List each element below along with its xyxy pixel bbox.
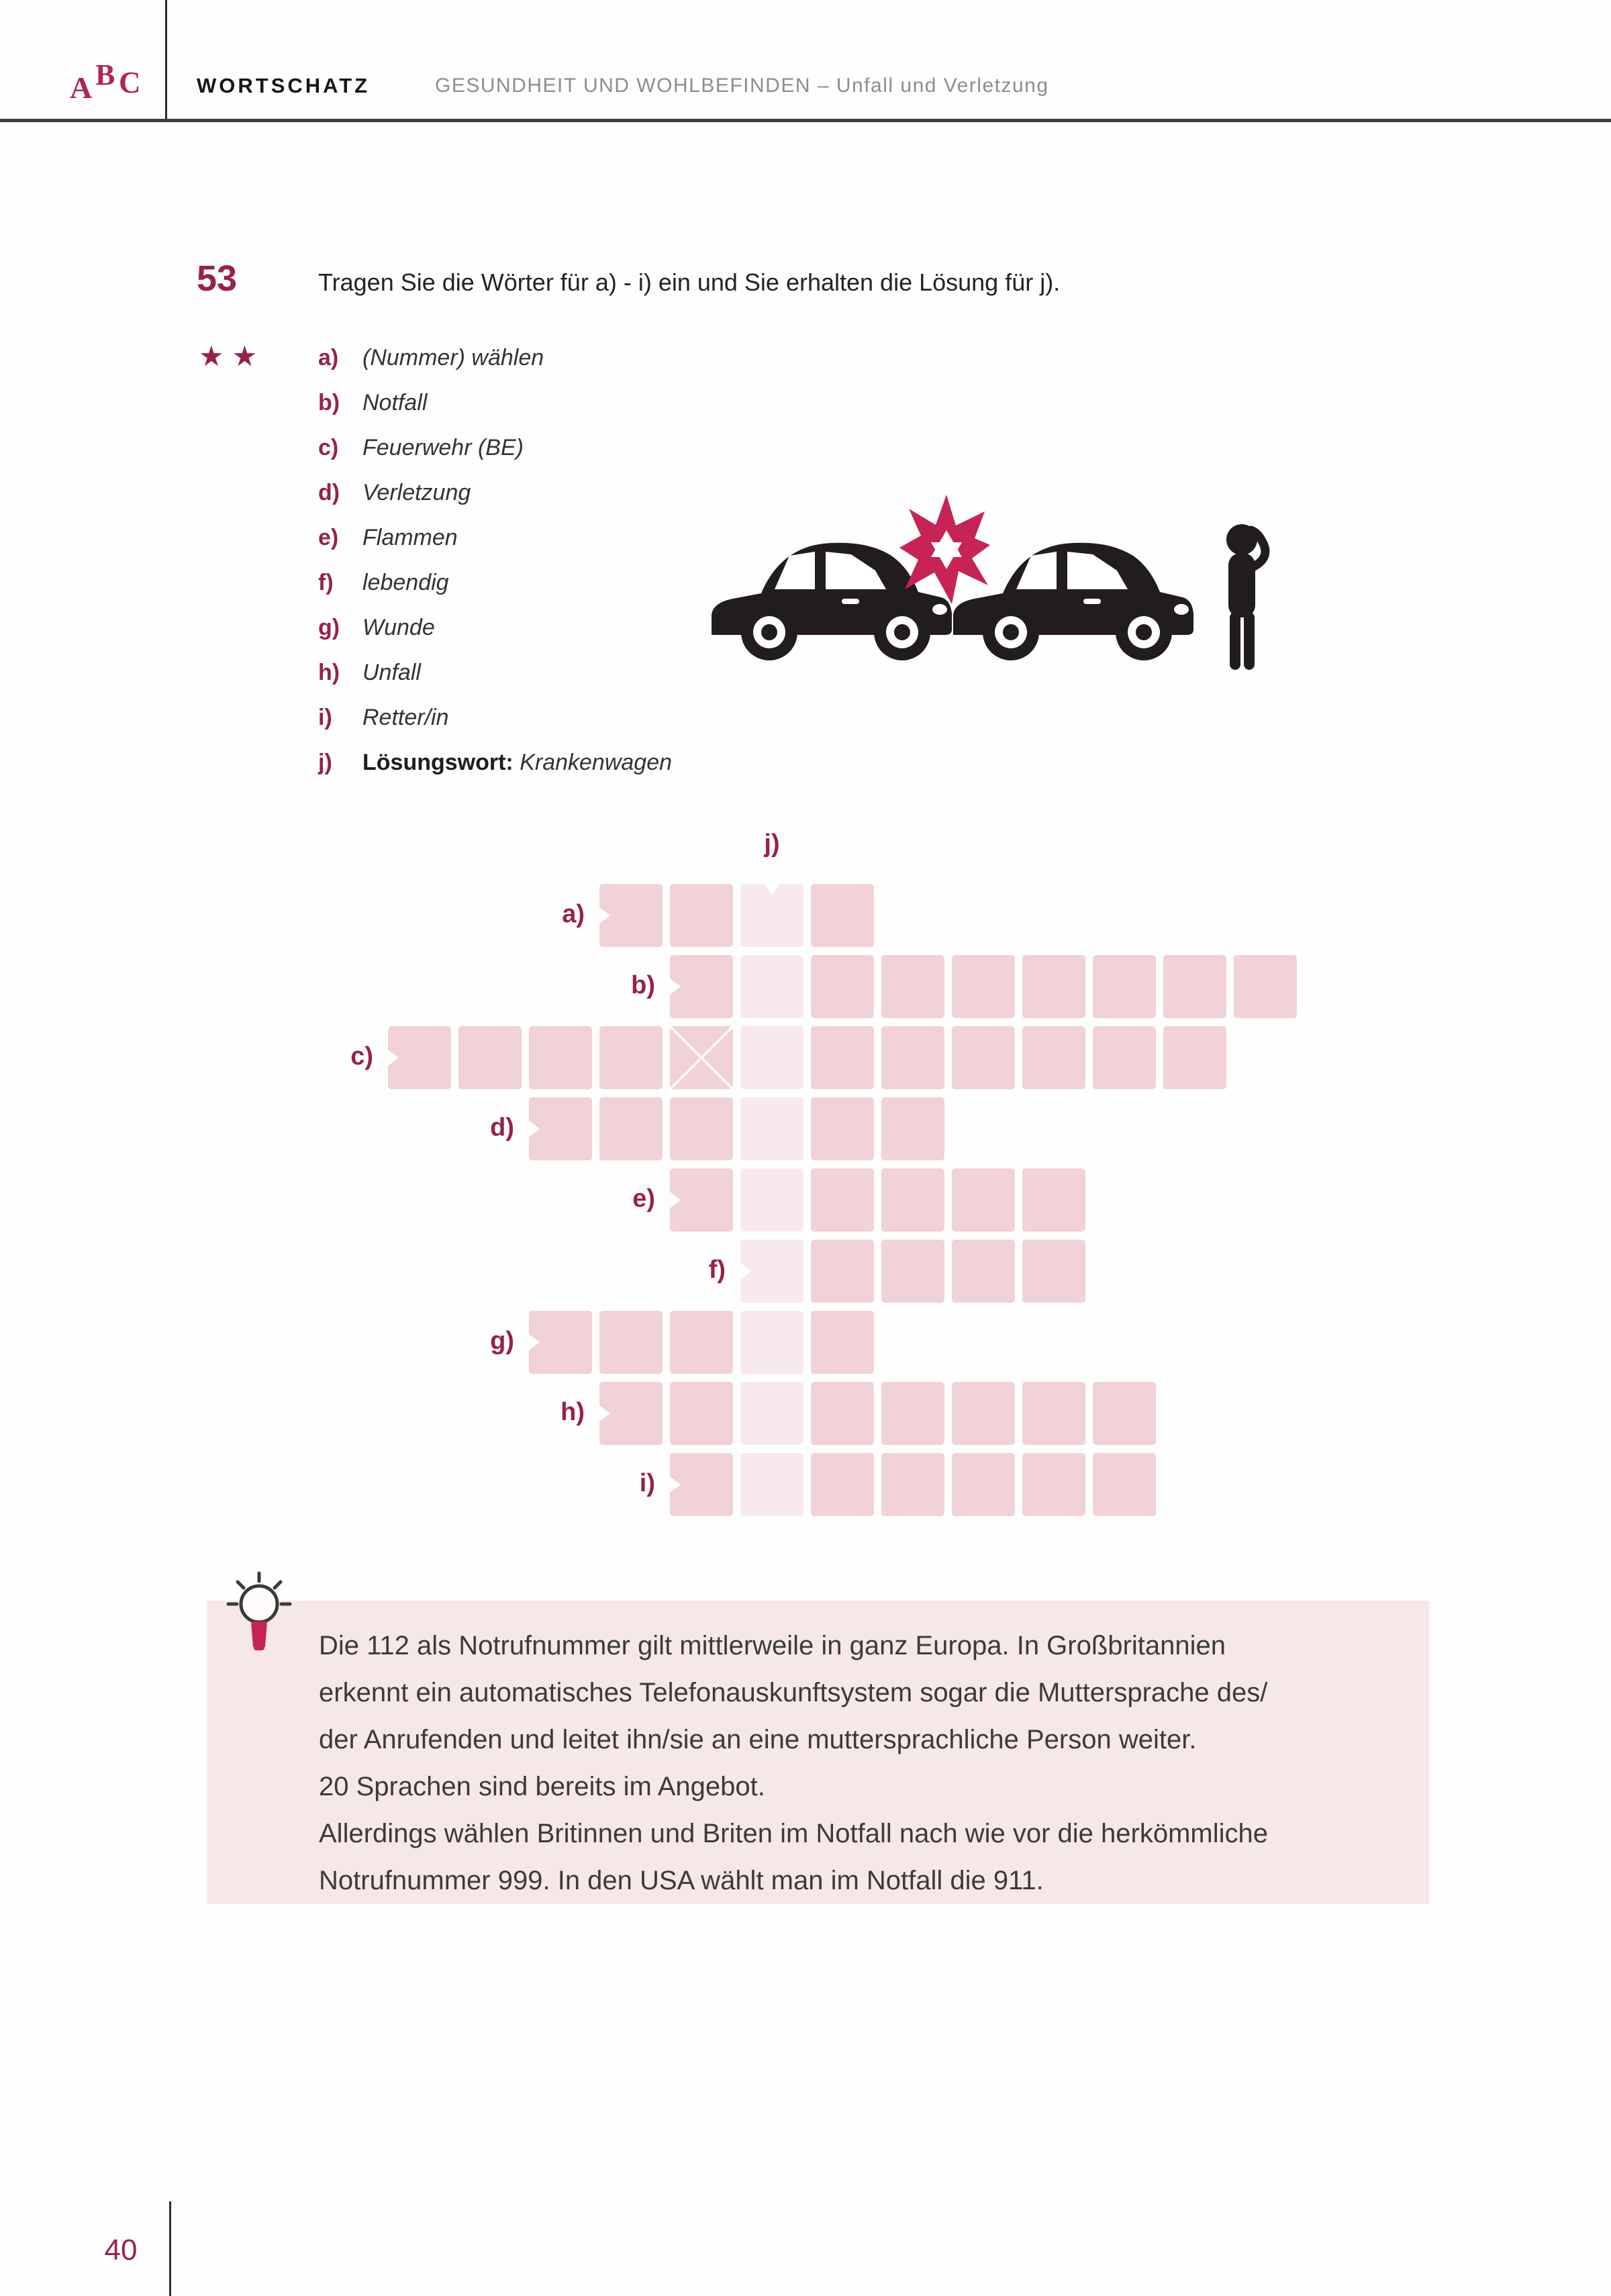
- crossword-cell[interactable]: [388, 1026, 451, 1089]
- crossword-cell[interactable]: [1163, 955, 1226, 1018]
- clue-item: [318, 660, 421, 693]
- clue-item: [318, 480, 471, 513]
- topic-title: GESUNDHEIT UND WOHLBEFINDEN – Unfall und Verletzung: [435, 74, 1049, 97]
- clue-item: [318, 390, 427, 423]
- clue-prefix: Lösungswort:: [362, 750, 520, 775]
- crossword-cell[interactable]: [1022, 1453, 1085, 1516]
- clue-label: b): [318, 390, 340, 415]
- crossword-cell[interactable]: [811, 884, 874, 947]
- crossword-cell[interactable]: [881, 1240, 944, 1303]
- crossword-cell[interactable]: [811, 1168, 874, 1232]
- tip-line: Notrufnummer 999. In den USA wählt man im Notfall die 911.: [319, 1866, 1044, 1895]
- crossword-cell[interactable]: [529, 1311, 592, 1374]
- row-start-arrow-icon: [529, 1121, 540, 1137]
- clue-label: g): [318, 615, 340, 640]
- clue-label: h): [318, 660, 340, 685]
- crossword-cell[interactable]: [811, 1097, 874, 1160]
- section-title: WORTSCHATZ: [197, 74, 371, 97]
- row-start-arrow-icon: [670, 1477, 681, 1493]
- clue-text: Unfall: [362, 660, 421, 685]
- clue-label: j): [318, 750, 332, 775]
- clue-label: a): [318, 345, 339, 370]
- crossword-cell[interactable]: [811, 1026, 874, 1089]
- crossword-cell[interactable]: [599, 1311, 663, 1374]
- row-start-arrow-icon: [529, 1334, 540, 1350]
- clue-label: i): [318, 705, 332, 730]
- difficulty-stars-icon: ★★: [199, 340, 266, 372]
- crossword-cell[interactable]: [881, 1026, 944, 1089]
- crossword-cell[interactable]: [1022, 1240, 1085, 1303]
- car-icon: [953, 543, 1193, 660]
- abc-logo-letter: C: [119, 66, 141, 99]
- crossword-cell[interactable]: [1022, 1026, 1085, 1089]
- clue-item: [318, 750, 672, 783]
- clue-text: Wunde: [362, 615, 435, 640]
- crossword-cell[interactable]: [1234, 955, 1297, 1018]
- clue-text: Feuerwehr (BE): [362, 435, 524, 460]
- crossword-row-label: c): [350, 1042, 373, 1070]
- crossword-cell[interactable]: [458, 1026, 522, 1089]
- clue-text: Verletzung: [362, 480, 471, 505]
- row-start-arrow-icon: [740, 1263, 751, 1279]
- clue-label: f): [318, 570, 334, 595]
- crossword-row-label: e): [632, 1185, 655, 1213]
- abc-logo-letter: B: [95, 58, 115, 91]
- header-rule: [0, 119, 1611, 122]
- clue-label: e): [318, 525, 339, 550]
- crossword-cell[interactable]: [740, 955, 803, 1018]
- crossword-cell[interactable]: [952, 1168, 1015, 1232]
- clue-item: [318, 705, 449, 738]
- crossword-cell[interactable]: [740, 1311, 803, 1374]
- car-crash-illustration: [685, 483, 1329, 698]
- crossword-cell[interactable]: [670, 1168, 733, 1232]
- crossword-cell[interactable]: [881, 1453, 944, 1516]
- footer-divider-line: [169, 2201, 171, 2296]
- crossword-cell[interactable]: [1022, 1168, 1085, 1232]
- crossword-cell[interactable]: [670, 884, 733, 947]
- crossword-solution-label: j): [764, 830, 780, 858]
- crossword-cell[interactable]: [952, 1382, 1015, 1445]
- crossword-cell[interactable]: [670, 955, 733, 1018]
- crossword-row-label: i): [639, 1469, 655, 1497]
- crossword-cell[interactable]: [740, 884, 803, 947]
- row-start-arrow-icon: [388, 1050, 399, 1066]
- crossword-cell[interactable]: [670, 1311, 733, 1374]
- tip-line: 20 Sprachen sind bereits im Angebot.: [319, 1772, 765, 1801]
- crossword-cell[interactable]: [599, 1097, 663, 1160]
- crossword-cell[interactable]: [740, 1168, 803, 1232]
- crossword-blocked-cell: [670, 1026, 733, 1089]
- crossword-cell[interactable]: [740, 1240, 803, 1303]
- crossword-cell[interactable]: [740, 1026, 803, 1089]
- crossword-row-label: b): [631, 971, 655, 999]
- header-divider-line: [165, 0, 167, 119]
- crossword-cell[interactable]: [599, 884, 663, 947]
- crossword-cell[interactable]: [740, 1453, 803, 1516]
- crossword-row-label: g): [490, 1327, 514, 1355]
- crossword-cell[interactable]: [1093, 955, 1156, 1018]
- crossword-row-label: a): [562, 900, 585, 928]
- crossword-cell[interactable]: [881, 1168, 944, 1232]
- row-start-arrow-icon: [599, 1405, 610, 1421]
- clue-item: [318, 435, 524, 468]
- crossword-cell[interactable]: [670, 1097, 733, 1160]
- crossword-cell[interactable]: [1093, 1026, 1156, 1089]
- crossword-cell[interactable]: [811, 1240, 874, 1303]
- crossword-cell[interactable]: [811, 1311, 874, 1374]
- clue-text: (Nummer) wählen: [362, 345, 544, 370]
- clue-text: Krankenwagen: [520, 750, 673, 775]
- crossword-cell[interactable]: [811, 955, 874, 1018]
- exercise-title: Tragen Sie die Wörter für a) - i) ein und Sie erhalten die Lösung für j).: [318, 268, 1061, 296]
- tip-line: erkennt ein automatisches Telefonauskunftsystem sogar die Muttersprache des/: [319, 1678, 1268, 1707]
- clue-item: [318, 345, 544, 379]
- crossword-row-label: f): [708, 1256, 726, 1284]
- tip-line: Die 112 als Notrufnummer gilt mittlerweile in ganz Europa. In Großbritannien: [319, 1631, 1226, 1660]
- crossword-cell[interactable]: [1022, 1382, 1085, 1445]
- crossword-cell[interactable]: [811, 1453, 874, 1516]
- tip-line: der Anrufenden und leitet ihn/sie an eine muttersprachliche Person weiter.: [319, 1725, 1197, 1754]
- crossword-cell[interactable]: [952, 955, 1015, 1018]
- clue-text: Flammen: [362, 525, 458, 550]
- row-start-arrow-icon: [599, 907, 610, 924]
- crossword-cell[interactable]: [881, 955, 944, 1018]
- crossword-cell[interactable]: [811, 1382, 874, 1445]
- crossword-cell[interactable]: [670, 1382, 733, 1445]
- crossword-cell[interactable]: [1093, 1453, 1156, 1516]
- tip-line: Allerdings wählen Britinnen und Briten im Notfall nach wie vor die herkömmliche: [319, 1819, 1269, 1848]
- crossword-cell[interactable]: [952, 1453, 1015, 1516]
- crossword-cell[interactable]: [1093, 1382, 1156, 1445]
- clue-label: c): [318, 435, 339, 460]
- clue-item: [318, 615, 435, 648]
- clue-item: [318, 525, 458, 558]
- crossword-row-label: h): [560, 1398, 585, 1426]
- crossword-cell[interactable]: [740, 1382, 803, 1445]
- exercise-number: 53: [197, 258, 238, 299]
- crossword-cell[interactable]: [881, 1097, 944, 1160]
- crossword-cell[interactable]: [529, 1026, 592, 1089]
- crossword-cell[interactable]: [952, 1240, 1015, 1303]
- crossword-cell[interactable]: [529, 1097, 592, 1160]
- crossword-cell[interactable]: [599, 1026, 663, 1089]
- row-start-arrow-icon: [670, 979, 681, 995]
- clue-text: lebendig: [362, 570, 449, 595]
- row-start-arrow-icon: [670, 1192, 681, 1208]
- lightbulb-icon: [224, 1565, 298, 1659]
- solution-column-arrow-icon: [764, 884, 780, 895]
- crossword-cell[interactable]: [670, 1453, 733, 1516]
- crossword-cell[interactable]: [881, 1382, 944, 1445]
- clue-text: Retter/in: [362, 705, 449, 730]
- abc-logo-letter: A: [70, 70, 93, 105]
- crossword-cell[interactable]: [599, 1382, 663, 1445]
- tip-box: [207, 1601, 1430, 1904]
- crossword-cell[interactable]: [1163, 1026, 1226, 1089]
- clue-label: d): [318, 480, 340, 505]
- tip-text: [319, 1622, 1406, 1904]
- clue-item: [318, 570, 449, 603]
- crossword-cell[interactable]: [1022, 955, 1085, 1018]
- bystander-icon: [1226, 524, 1265, 670]
- page-number: 40: [104, 2234, 138, 2266]
- crossword-row-label: d): [490, 1113, 514, 1142]
- car-icon: [712, 543, 952, 660]
- crossword-cell[interactable]: [740, 1097, 803, 1160]
- crossword-cell[interactable]: [952, 1026, 1015, 1089]
- clue-text: Notfall: [362, 390, 428, 415]
